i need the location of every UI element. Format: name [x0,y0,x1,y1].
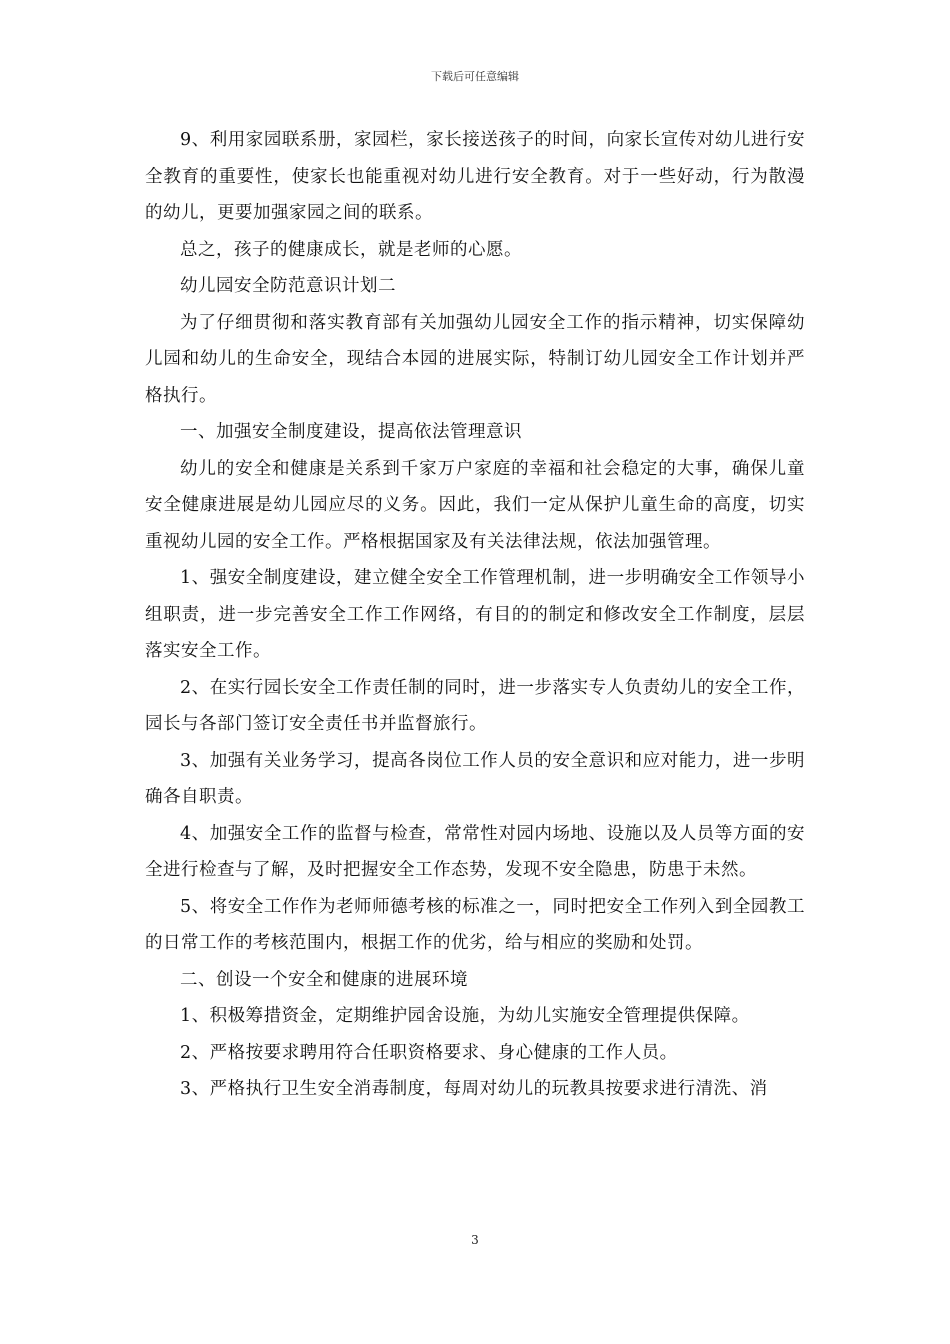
paragraph: 幼儿的安全和健康是关系到千家万户家庭的幸福和社会稳定的大事，确保儿童安全健康进展是幼儿园应尽的义务。因此，我们一定从保护儿童生命的高度，切实重视幼儿园的安全工作。严格根据国家及有关法律法规，依法加强管理。 [145,458,805,552]
list-item: 1、积极筹措资金，定期维护园舍设施，为幼儿实施安全管理提供保障。 [180,1006,750,1026]
paragraph: 9、利用家园联系册，家园栏，家长接送孩子的时间，向家长宣传对幼儿进行安全教育的重要性，使家长也能重视对幼儿进行安全教育。对于一些好动，行为散漫的幼儿，更要加强家园之间的联系。 [145,130,805,223]
list-item: 3、严格执行卫生安全消毒制度，每周对幼儿的玩教具按要求进行清洗、消 [180,1079,768,1099]
section-heading: 一、加强安全制度建设，提高依法管理意识 [180,422,522,442]
document-body [145,122,805,1108]
page-number: 3 [471,1233,479,1247]
list-item: 2、严格按要求聘用符合任职资格要求、身心健康的工作人员。 [180,1042,678,1063]
list-item: 4、加强安全工作的监督与检查，常常性对园内场地、设施以及人员等方面的安全进行检查与了解，及时把握安全工作态势，发现不安全隐患，防患于未然。 [145,823,805,880]
section-title: 幼儿园安全防范意识计划二 [180,276,396,296]
list-item: 5、将安全工作作为老师师德考核的标准之一，同时把安全工作列入到全园教工的日常工作的考核范围内，根据工作的优劣，给与相应的奖励和处罚。 [145,896,805,953]
paragraph: 为了仔细贯彻和落实教育部有关加强幼儿园安全工作的指示精神，切实保障幼儿园和幼儿的生命安全，现结合本园的进展实际，特制订幼儿园安全工作计划并严格执行。 [145,312,805,406]
list-item: 2、在实行园长安全工作责任制的同时，进一步落实专人负责幼儿的安全工作，园长与各部门签订安全责任书并监督旅行。 [145,677,805,734]
page-header: 下载后可任意编辑 [431,70,519,83]
paragraph: 总之，孩子的健康成长，就是老师的心愿。 [180,239,522,260]
list-item: 1、强安全制度建设，建立健全安全工作管理机制，进一步明确安全工作领导小组职责，进一步完善安全工作工作网络，有目的的制定和修改安全工作制度，层层落实安全工作。 [145,568,805,661]
list-item: 3、加强有关业务学习，提高各岗位工作人员的安全意识和应对能力，进一步明确各自职责。 [145,750,805,807]
section-heading: 二、创设一个安全和健康的进展环境 [180,969,468,990]
